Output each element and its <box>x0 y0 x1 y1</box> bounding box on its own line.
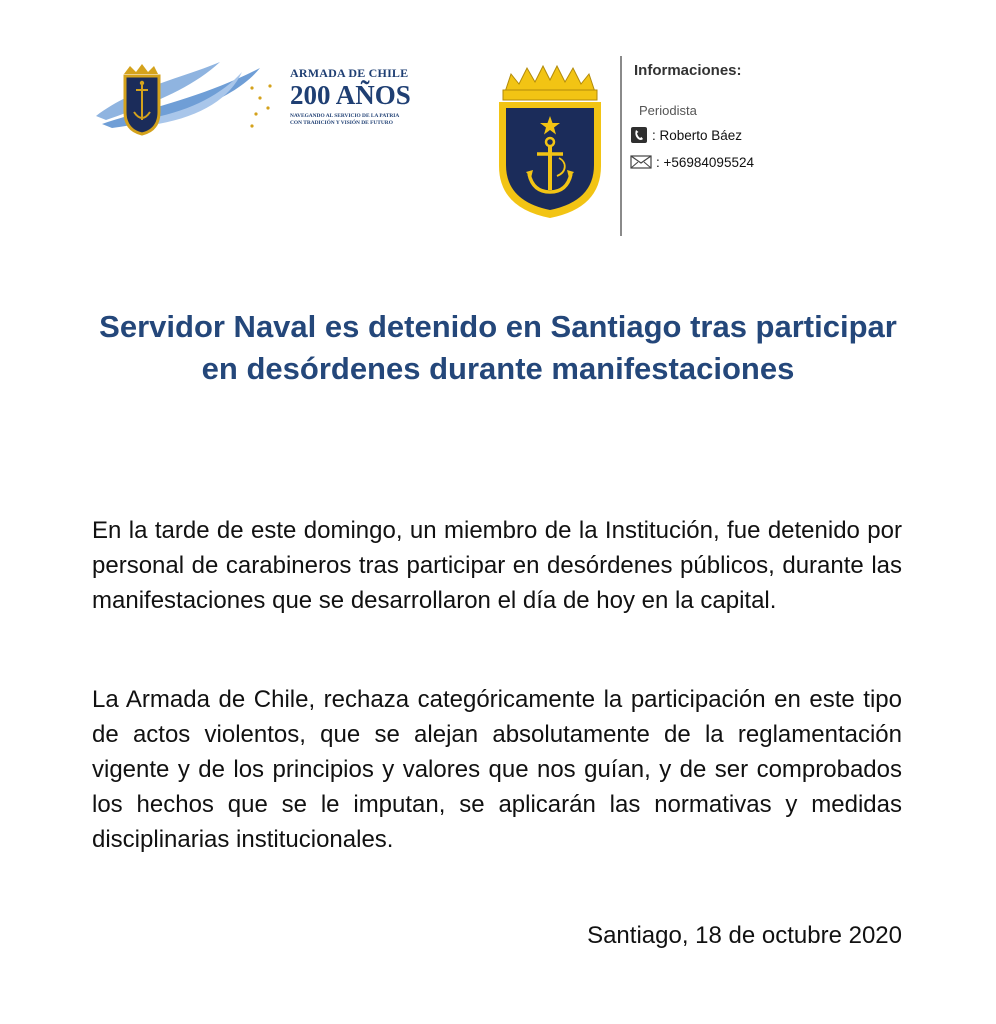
contact-heading: Informaciones: <box>634 62 742 79</box>
body-paragraph-1: En la tarde de este domingo, un miembro de la Institución, fue detenido por personal de carabineros tras participar en desórdenes públicos, durante las manifestaciones que se desarrollaron el día de hoy en la capital. <box>92 517 902 614</box>
armada-shield-emblem <box>493 62 607 222</box>
header-divider <box>620 56 622 236</box>
logo-tagline-1: NAVEGANDO AL SERVICIO DE LA PATRIA <box>290 113 400 119</box>
envelope-icon <box>630 154 652 170</box>
contact-name-row <box>630 126 742 144</box>
contact-phone: : +56984095524 <box>656 154 754 170</box>
dateline: Santiago, 18 de octubre 2020 <box>587 922 902 949</box>
contact-phone-row <box>630 154 754 170</box>
contact-name: : Roberto Báez <box>652 127 743 143</box>
sky-blue-wave-emblem <box>92 58 288 148</box>
contact-role: Periodista <box>639 103 697 118</box>
body-paragraph-2: La Armada de Chile, rechaza categóricamente la participación en este tipo de actos violentos, que se alejan absolutamente de la reglamentación vigente y de los principios y valores que nos guían, y de ser comprobados los hechos que se le imputan, se aplicarán las normativas y medidas disciplinarias institucionales. <box>92 686 902 853</box>
anchor-shield-icon <box>493 62 607 222</box>
logo-tagline-2: CON TRADICIÓN Y VISIÓN DE FUTURO <box>290 120 393 126</box>
press-release-title: Servidor Naval es detenido en Santiago tras participar en desórdenes durante manifestaciones <box>99 309 897 386</box>
armada-200-anos-logo <box>92 58 422 148</box>
phone-icon <box>630 126 648 144</box>
logo-org-name: ARMADA DE CHILE <box>290 66 409 80</box>
logo-years: 200 AÑOS <box>290 80 411 110</box>
